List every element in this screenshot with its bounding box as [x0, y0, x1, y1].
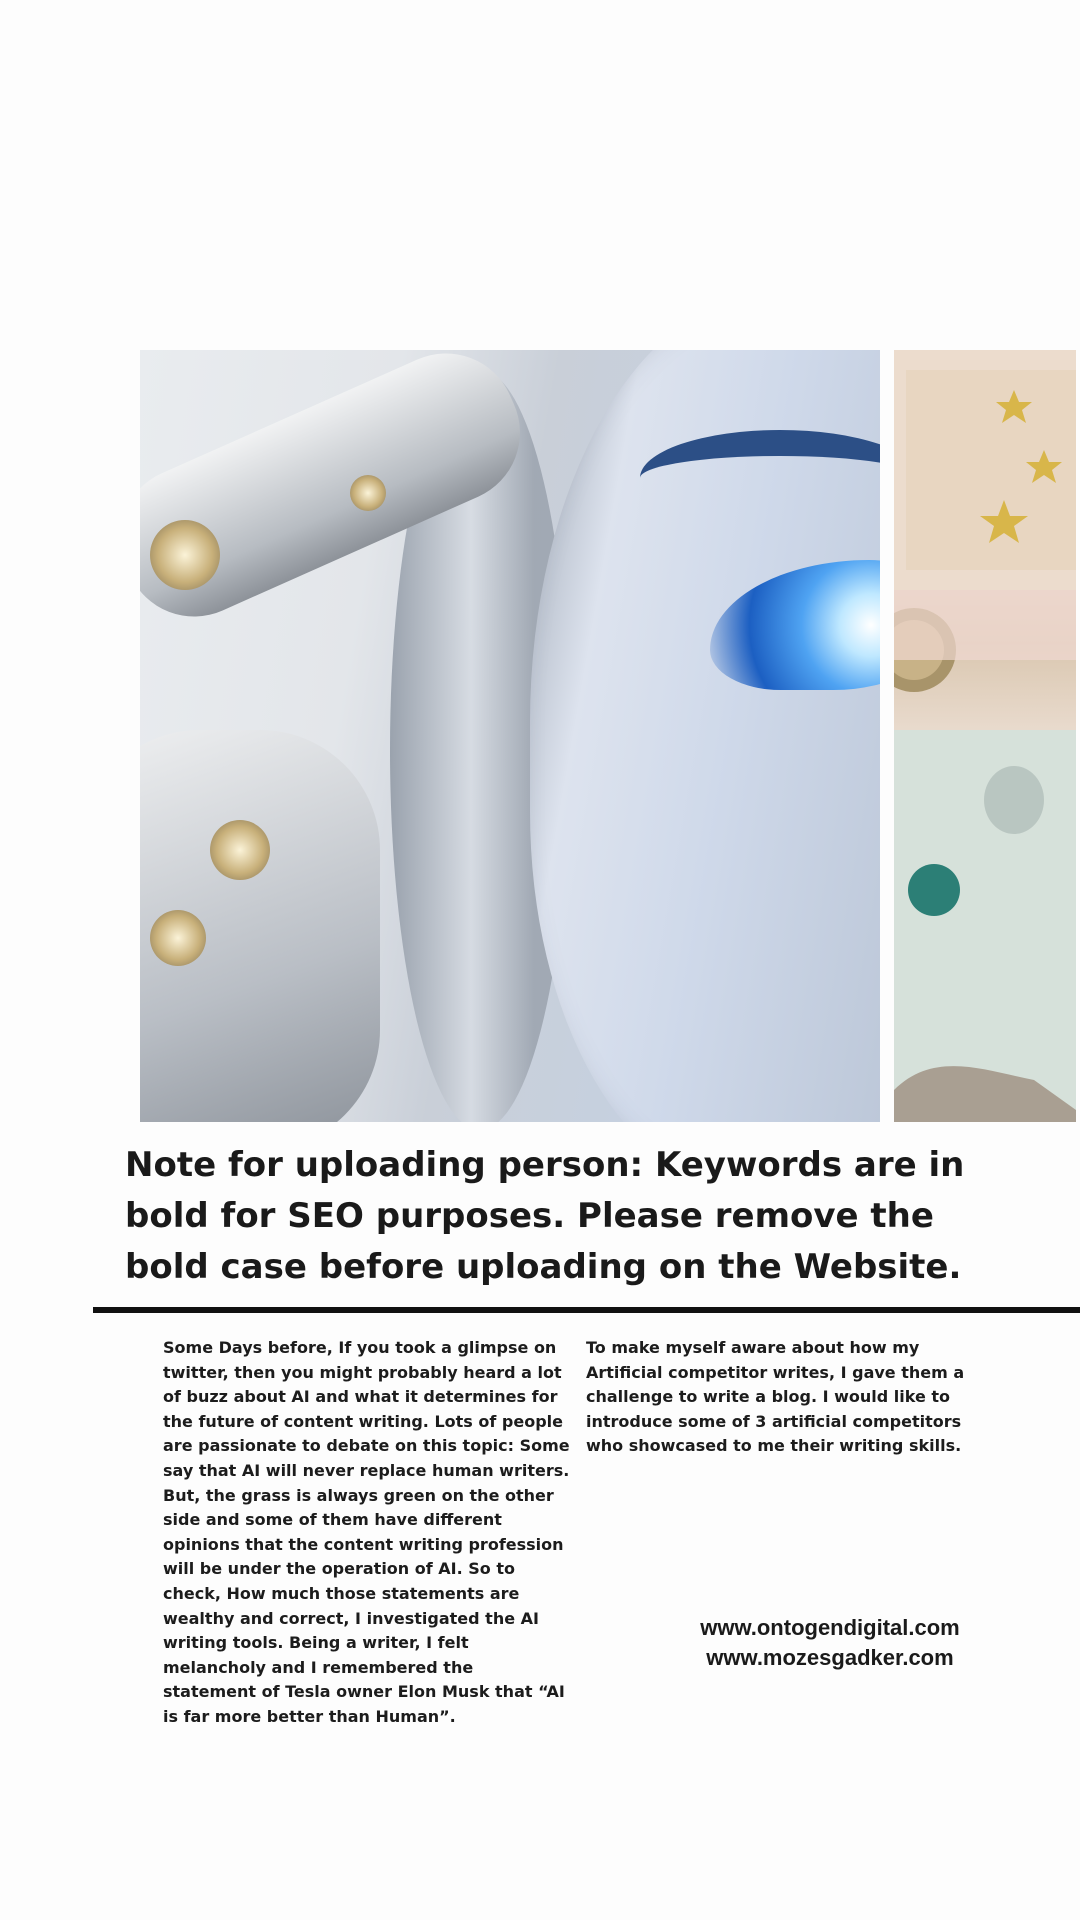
- banknotes-illustration: [894, 350, 1076, 1122]
- website-list: [660, 1613, 1000, 1673]
- uploader-note-heading: Note for uploading person: Keywords are in bold for SEO purposes. Please remove the bold case before uploading on the Website.: [125, 1145, 965, 1287]
- intro-paragraph-left: Some Days before, If you took a glimpse on twitter, then you might probably heard a lot of buzz about AI and what it determines for the future of content writing. Lots of people are passionate to debate on this topic: Some say that AI will never replace human writers. But, the grass is always green on the other side and some of them have different opinions that the content writing profession will be under the operation of AI. So to check, How much those statements are wealthy and correct, I investigated the AI writing tools. Being a writer, I felt melancholy and I remembered the statement of Tesla owner Elon Musk that “AI is far more better than Human”.: [163, 1338, 570, 1726]
- intro-paragraph-right: To make myself aware about how my Artificial competitor writes, I gave them a challenge to write a blog. I would like to introduce some of 3 artificial competitors who showcased to me their writing skills.: [586, 1338, 965, 1456]
- section-divider: [93, 1307, 1080, 1313]
- robot-joint-icon: [150, 910, 206, 966]
- robot-joint-icon: [210, 820, 270, 880]
- robot-joint-icon: [350, 475, 386, 511]
- website-ontogendigital-link[interactable]: www.ontogendigital.com: [700, 1615, 960, 1640]
- robot-photo: [140, 350, 880, 1122]
- banknotes-photo: [894, 350, 1076, 1122]
- website-mozesgadker-link[interactable]: www.mozesgadker.com: [706, 1645, 954, 1670]
- robot-joint-icon: [150, 520, 220, 590]
